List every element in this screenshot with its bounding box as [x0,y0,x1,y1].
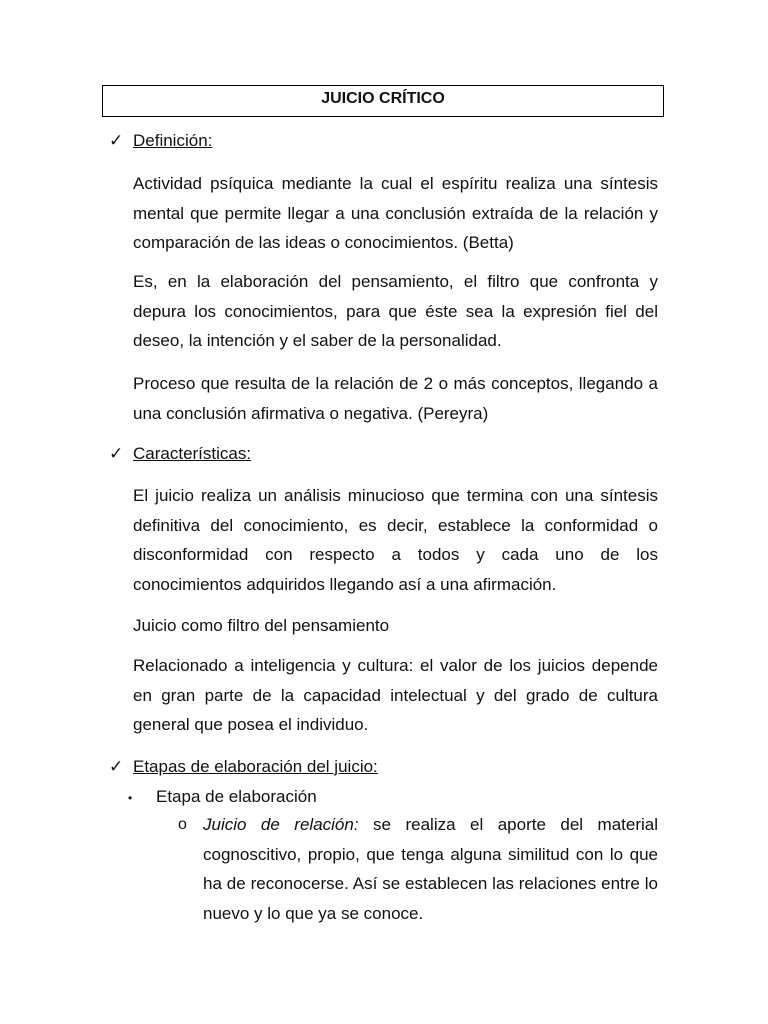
bullet-icon: • [128,790,133,805]
bullet-text: Etapa de elaboración [156,787,317,806]
definicion-paragraph-3: Proceso que resulta de la relación de 2 o más conceptos, llegando a una conclusión afirmativa o negativa. (Pereyra) [133,374,658,423]
subitem-text [203,810,658,928]
definicion-paragraph-1: Actividad psíquica mediante la cual el espíritu realiza una síntesis mental que permite llegar a una conclusión extraída de la relación y comparación de las ideas o conocimientos. (Betta) [133,174,658,252]
heading-etapas [109,757,378,777]
bullet-etapa-elaboracion [128,787,317,808]
definicion-paragraph-2: Es, en la elaboración del pensamiento, el filtro que confronta y depura los conocimientos, para que éste sea la expresión fiel del deseo, la intención y el saber de la personalidad. [133,272,658,350]
heading-caracteristicas [109,444,251,464]
checkmark-icon: ✓ [109,757,124,776]
checkmark-icon: ✓ [109,444,124,463]
caracteristicas-paragraph-1: El juicio realiza un análisis minucioso que termina con una síntesis definitiva del conocimiento, es decir, establece la conformidad o disconformidad con respecto a todos y cada uno de los conocimientos adquiridos llegando así a una afirmación. [133,486,658,594]
checkmark-icon: ✓ [109,131,124,150]
heading-definicion-label: Definición: [133,131,213,150]
circle-bullet-icon: o [178,816,187,833]
subitem-term: Juicio de relación: [203,815,359,834]
heading-definicion [109,131,212,151]
document-title: JUICIO CRÍTICO [102,85,664,117]
caracteristicas-paragraph-3: Relacionado a inteligencia y cultura: el valor de los juicios depende en gran parte de la capacidad intelectual y del grado de cultura general que posea el individuo. [133,656,658,734]
subitem-juicio-relacion [178,810,658,928]
caracteristicas-paragraph-2: Juicio como filtro del pensamiento [133,616,390,635]
heading-etapas-label: Etapas de elaboración del juicio: [133,757,378,776]
heading-caracteristicas-label: Características: [133,444,252,463]
subitem-description: se realiza el aporte del material cognoscitivo, propio, que tenga alguna similitud con lo que ha de reconocerse. Así se establecen las relaciones entre lo nuevo y lo que ya se conoce. [203,815,658,923]
